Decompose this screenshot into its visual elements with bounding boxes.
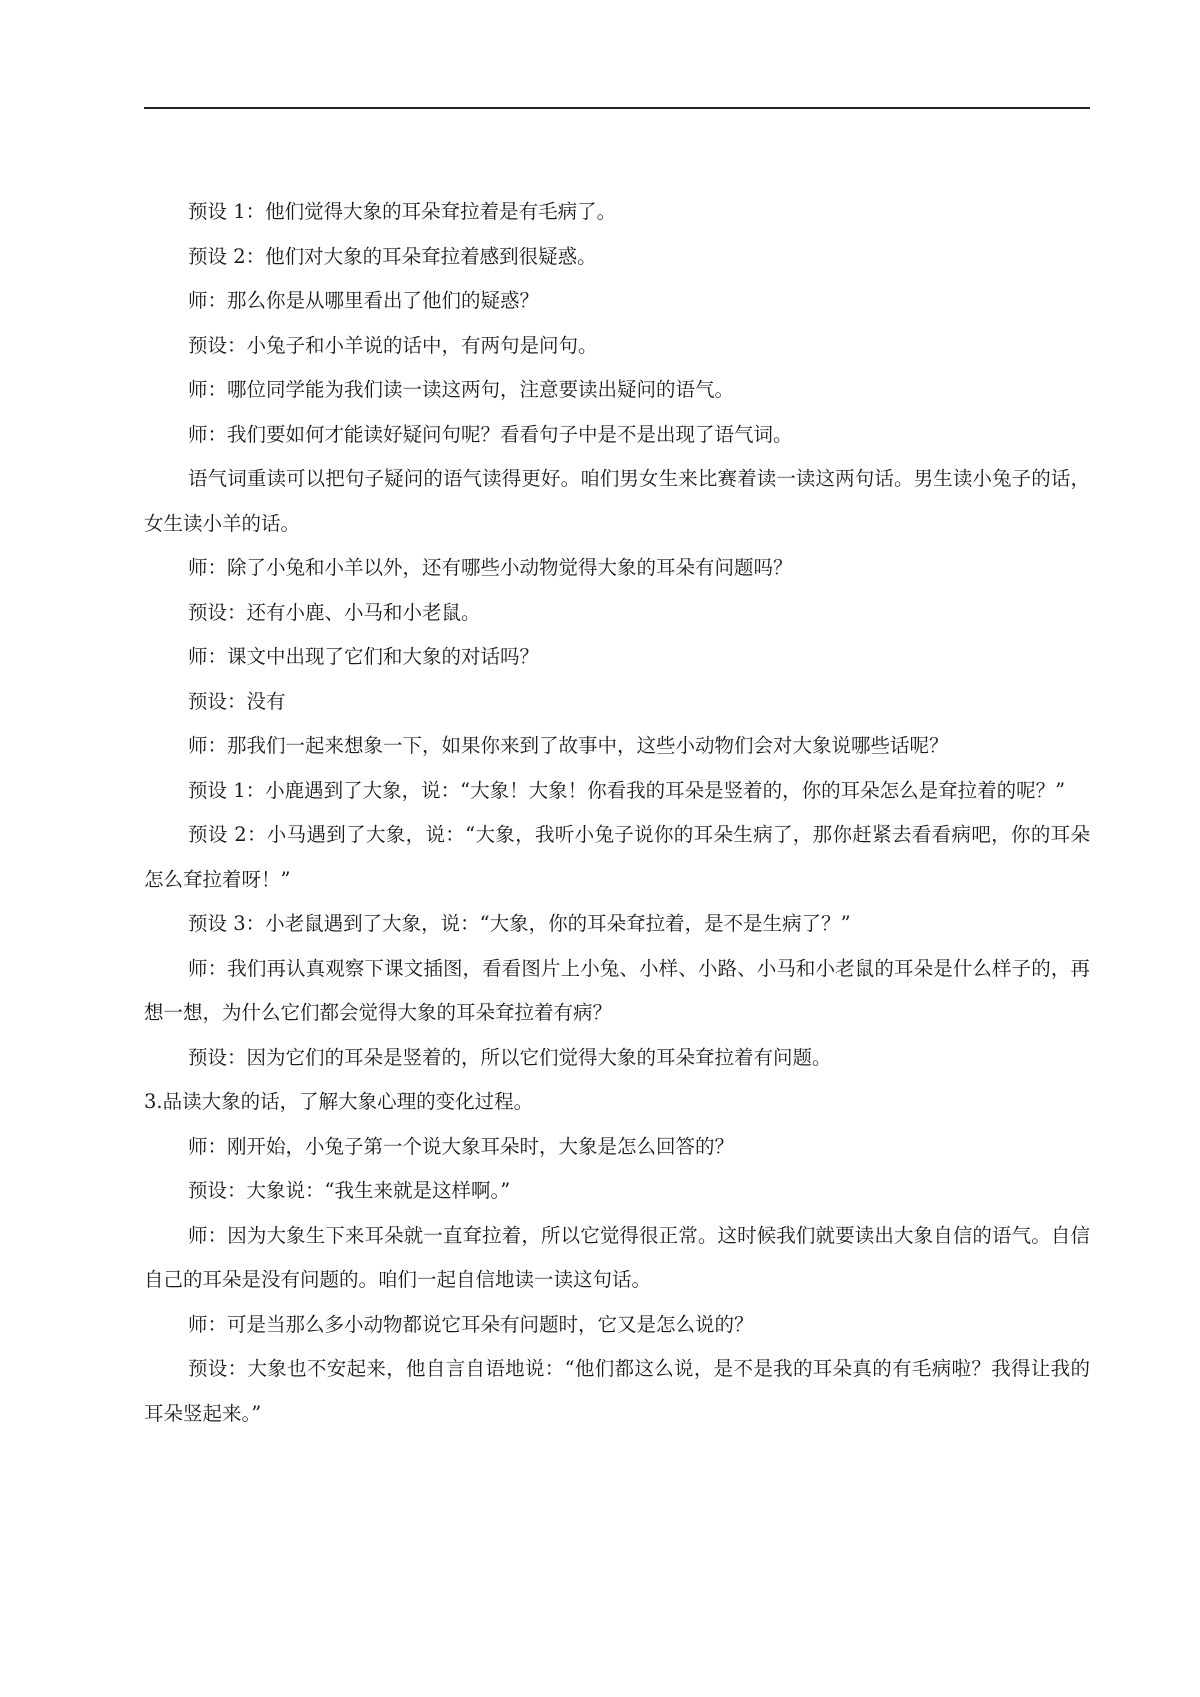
header-rule bbox=[144, 107, 1090, 109]
paragraph: 预设 2：小马遇到了大象，说：“大象，我听小兔子说你的耳朵生病了，那你赶紧去看看病吧，你的耳朵怎么耷拉着呀！” bbox=[144, 823, 1090, 891]
paragraph: 师：可是当那么多小动物都说它耳朵有问题时，它又是怎么说的？ bbox=[188, 1312, 754, 1336]
paragraph: 师：除了小兔和小羊以外，还有哪些小动物觉得大象的耳朵有问题吗？ bbox=[188, 556, 793, 579]
paragraph: 师：刚开始，小兔子第一个说大象耳朵时，大象是怎么回答的？ bbox=[188, 1134, 735, 1158]
paragraph: 预设 2：他们对大象的耳朵耷拉着感到很疑惑。 bbox=[188, 244, 597, 268]
paragraph: 师：我们再认真观察下课文插图，看看图片上小兔、小样、小路、小马和小老鼠的耳朵是什么样子的，再想一想，为什么它们都会觉得大象的耳朵耷拉着有病？ bbox=[144, 956, 1090, 1024]
paragraph: 师：因为大象生下来耳朵就一直耷拉着，所以它觉得很正常。这时候我们就要读出大象自信的语气。自信自己的耳朵是没有问题的。咱们一起自信地读一读这句话。 bbox=[144, 1223, 1090, 1291]
paragraph: 预设：大象说：“我生来就是这样啊。” bbox=[188, 1179, 511, 1202]
paragraph: 预设：大象也不安起来，他自言自语地说：“他们都这么说，是不是我的耳朵真的有毛病啦？我得让我的耳朵竖起来。” bbox=[144, 1357, 1090, 1425]
paragraph: 师：那么你是从哪里看出了他们的疑惑？ bbox=[188, 289, 540, 312]
paragraph: 3.品读大象的话，了解大象心理的变化过程。 bbox=[144, 1090, 534, 1113]
paragraph: 预设：小兔子和小羊说的话中，有两句是问句。 bbox=[188, 333, 598, 357]
paragraph: 师：那我们一起来想象一下，如果你来到了故事中，这些小动物们会对大象说哪些话呢？ bbox=[188, 734, 949, 757]
paragraph: 预设：因为它们的耳朵是竖着的，所以它们觉得大象的耳朵耷拉着有问题。 bbox=[188, 1045, 832, 1069]
paragraph: 预设 3：小老鼠遇到了大象，说：“大象，你的耳朵耷拉着，是不是生病了？” bbox=[188, 912, 851, 935]
paragraph: 师：课文中出现了它们和大象的对话吗？ bbox=[188, 645, 540, 668]
paragraph: 师：哪位同学能为我们读一读这两句，注意要读出疑问的语气。 bbox=[188, 378, 735, 401]
paragraph: 预设 1：小鹿遇到了大象，说：“大象！大象！你看我的耳朵是竖着的，你的耳朵怎么是耷拉着的呢？” bbox=[188, 778, 1066, 802]
paragraph: 师：我们要如何才能读好疑问句呢？看看句子中是不是出现了语气词。 bbox=[188, 422, 793, 446]
paragraph: 预设：没有 bbox=[188, 689, 286, 713]
paragraph: 语气词重读可以把句子疑问的语气读得更好。咱们男女生来比赛着读一读这两句话。男生读小兔子的话，女生读小羊的话。 bbox=[144, 467, 1090, 535]
paragraph: 预设：还有小鹿、小马和小老鼠。 bbox=[188, 600, 481, 624]
document-body bbox=[144, 190, 1090, 1436]
paragraph: 预设 1：他们觉得大象的耳朵耷拉着是有毛病了。 bbox=[188, 200, 617, 223]
